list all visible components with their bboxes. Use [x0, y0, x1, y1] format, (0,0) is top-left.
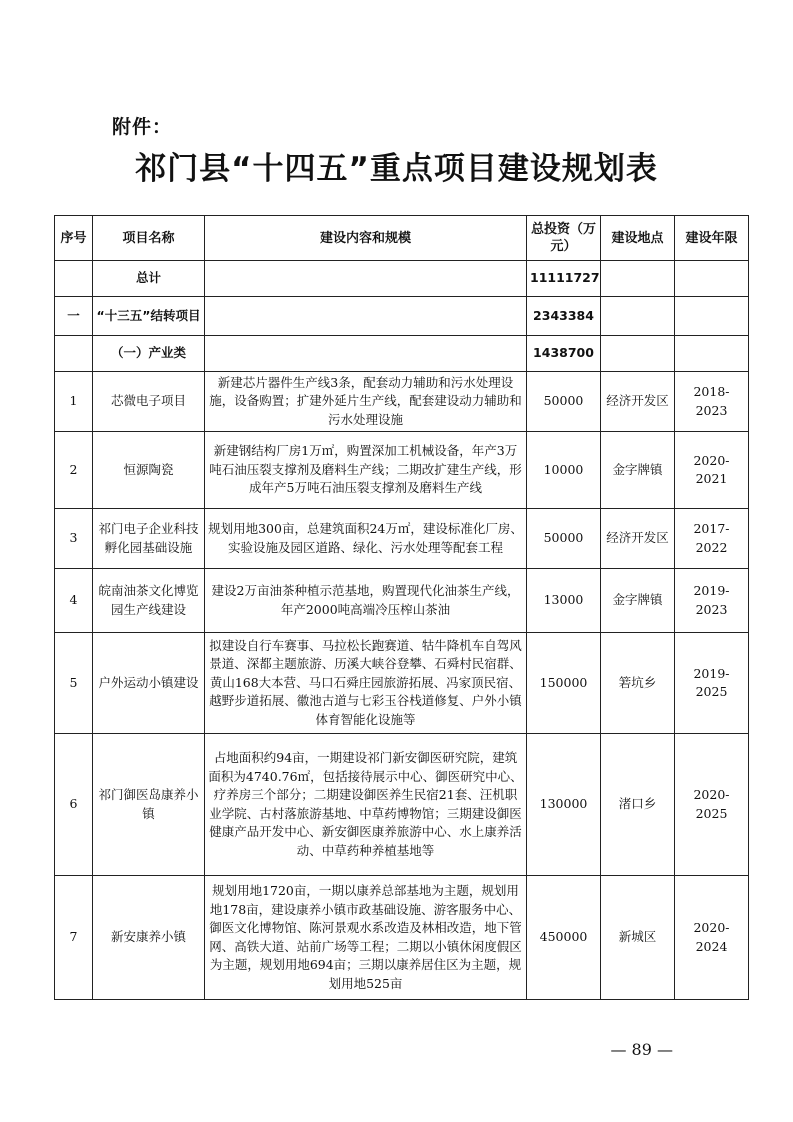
- summary-row-carryover: [55, 297, 749, 336]
- cell-name: “十三五”结转项目: [93, 297, 205, 336]
- cell-no: [55, 261, 93, 297]
- cell-no: 3: [55, 509, 93, 569]
- cell-name: 总计: [93, 261, 205, 297]
- cell-investment: 50000: [527, 509, 601, 569]
- cell-location: 渚口乡: [601, 734, 675, 876]
- table-row: [55, 509, 749, 569]
- cell-location: 经济开发区: [601, 372, 675, 432]
- cell-period: 2019-2025: [675, 633, 749, 734]
- cell-name: 皖南油茶文化博览园生产线建设: [93, 569, 205, 633]
- cell-no: 一: [55, 297, 93, 336]
- cell-content: [205, 297, 527, 336]
- cell-no: 4: [55, 569, 93, 633]
- cell-period: [675, 261, 749, 297]
- header-period: 建设年限: [675, 216, 749, 261]
- cell-location: [601, 261, 675, 297]
- cell-period: 2018-2023: [675, 372, 749, 432]
- cell-investment: 11111727: [527, 261, 601, 297]
- table-row: [55, 432, 749, 509]
- cell-period: 2019-2023: [675, 569, 749, 633]
- cell-content: 占地面积约94亩，一期建设祁门新安御医研究院，建筑面积为4740.76㎡，包括接待展示中心、御医研究中心、疗养房三个部分；二期建设御医养生民宿21套、汪机职业学院、古村落旅游基地、中草药博物馆；三期建设御医健康产品开发中心、新安御医康养旅游中心、水上康养活动、中草药种养植基地等: [205, 734, 527, 876]
- project-plan-table: [54, 215, 749, 1000]
- cell-name: 新安康养小镇: [93, 876, 205, 1000]
- cell-content: [205, 261, 527, 297]
- cell-no: 6: [55, 734, 93, 876]
- cell-investment: 10000: [527, 432, 601, 509]
- cell-investment: 13000: [527, 569, 601, 633]
- table-row: [55, 569, 749, 633]
- cell-content: 规划用地1720亩，一期以康养总部基地为主题，规划用地178亩，建设康养小镇市政基础设施、游客服务中心、御医文化博物馆、陈河景观水系改造及林相改造，地下管网、高铁大道、站前广场等工程；二期以小镇休闲度假区为主题，规划用地694亩；三期以康养居住区为主题，规划用地525亩: [205, 876, 527, 1000]
- header-investment: 总投资（万元）: [527, 216, 601, 261]
- cell-name: 芯微电子项目: [93, 372, 205, 432]
- cell-location: 新城区: [601, 876, 675, 1000]
- cell-content: 规划用地300亩，总建筑面积24万㎡，建设标准化厂房、实验设施及园区道路、绿化、污水处理等配套工程: [205, 509, 527, 569]
- cell-content: [205, 336, 527, 372]
- attachment-label: 附件：: [112, 116, 173, 138]
- cell-no: 5: [55, 633, 93, 734]
- cell-investment: 130000: [527, 734, 601, 876]
- header-name: 项目名称: [93, 216, 205, 261]
- cell-no: 2: [55, 432, 93, 509]
- cell-name: 祁门电子企业科技孵化园基础设施: [93, 509, 205, 569]
- cell-name: 恒源陶瓷: [93, 432, 205, 509]
- cell-period: 2020-2025: [675, 734, 749, 876]
- table-header-row: [55, 216, 749, 261]
- table-row: [55, 734, 749, 876]
- cell-name: 祁门御医岛康养小镇: [93, 734, 205, 876]
- cell-location: 经济开发区: [601, 509, 675, 569]
- cell-investment: 1438700: [527, 336, 601, 372]
- cell-content: 新建芯片器件生产线3条，配套动力辅助和污水处理设施，设备购置；扩建外延片生产线，配套建设动力辅助和污水处理设施: [205, 372, 527, 432]
- cell-period: [675, 297, 749, 336]
- cell-period: 2017-2022: [675, 509, 749, 569]
- table-row: [55, 876, 749, 1000]
- cell-content: 新建钢结构厂房1万㎡，购置深加工机械设备，年产3万吨石油压裂支撑剂及磨料生产线；二期改扩建生产线，形成年产5万吨石油压裂支撑剂及磨料生产线: [205, 432, 527, 509]
- cell-location: 金字牌镇: [601, 432, 675, 509]
- summary-row-total: [55, 261, 749, 297]
- cell-name: 户外运动小镇建设: [93, 633, 205, 734]
- header-no: 序号: [55, 216, 93, 261]
- cell-period: 2020-2021: [675, 432, 749, 509]
- cell-no: 7: [55, 876, 93, 1000]
- cell-investment: 450000: [527, 876, 601, 1000]
- cell-name: （一）产业类: [93, 336, 205, 372]
- page-title: 祁门县“十四五”重点项目建设规划表: [135, 151, 658, 187]
- cell-location: [601, 297, 675, 336]
- cell-location: [601, 336, 675, 372]
- table-row: [55, 633, 749, 734]
- cell-content: 拟建设自行车赛事、马拉松长跑赛道、牯牛降机车自驾风景道、深都主题旅游、历溪大峡谷登攀、石舜村民宿群、黄山168大本营、马口石舜庄园旅游拓展、冯家顶民宿、越野步道拓展、徽池古道与七彩玉谷栈道修复、户外小镇体育智能化设施等: [205, 633, 527, 734]
- cell-period: [675, 336, 749, 372]
- table-row: [55, 372, 749, 432]
- header-content: 建设内容和规模: [205, 216, 527, 261]
- cell-investment: 150000: [527, 633, 601, 734]
- header-location: 建设地点: [601, 216, 675, 261]
- cell-location: 金字牌镇: [601, 569, 675, 633]
- cell-investment: 2343384: [527, 297, 601, 336]
- cell-content: 建设2万亩油茶种植示范基地，购置现代化油茶生产线，年产2000吨高端冷压榨山茶油: [205, 569, 527, 633]
- cell-investment: 50000: [527, 372, 601, 432]
- cell-period: 2020-2024: [675, 876, 749, 1000]
- cell-no: [55, 336, 93, 372]
- page-number: — 89 —: [610, 1040, 673, 1059]
- summary-row-industry: [55, 336, 749, 372]
- cell-location: 箬坑乡: [601, 633, 675, 734]
- cell-no: 1: [55, 372, 93, 432]
